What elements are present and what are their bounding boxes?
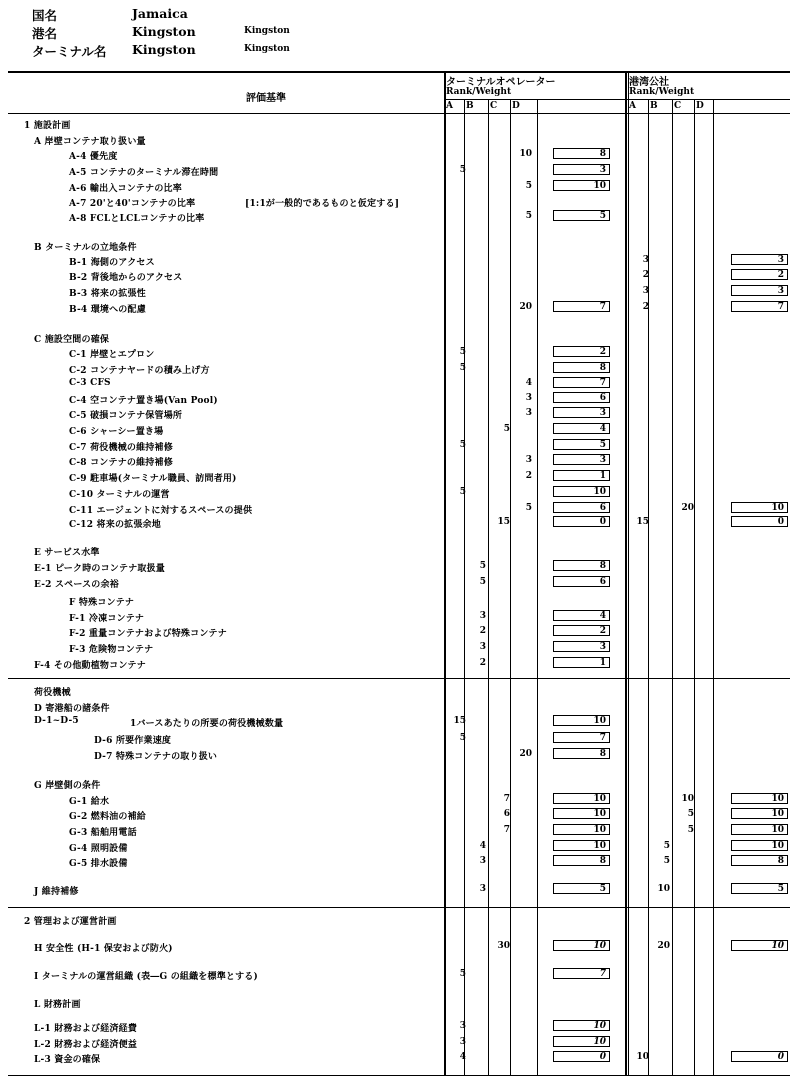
port-authority-weight-box: 3 [731,285,788,296]
criterion-label: 2 管理および運営計画 [24,917,117,927]
criterion-label: A-7 20'と40'コンテナの比率 [69,199,196,209]
operator-rank: 7 [503,794,510,804]
port-authority-rank: 5 [687,809,694,819]
operator-weight-box: 10 [553,840,610,851]
column-letter: C [674,101,682,111]
operator-rank: 30 [497,941,510,951]
criterion-label: F-3 危険物コンテナ [69,645,154,655]
criterion-label: F 特殊コンテナ [69,598,135,608]
operator-rank: 3 [459,1037,466,1047]
operator-rank: 5 [459,969,466,979]
port-authority-weight-box: 0 [731,516,788,527]
operator-weight-box: 10 [553,940,610,951]
port-authority-rank: 5 [687,825,694,835]
criterion-label: F-2 重量コンテナおよび特殊コンテナ [69,629,227,639]
port-authority-weight-box: 0 [731,1051,788,1062]
operator-rank: 5 [459,733,466,743]
criterion-label: C-10 ターミナルの運営 [69,490,170,500]
criterion-label: C-12 将来の拡張余地 [69,520,161,530]
column-rule [672,99,673,1076]
column-letter: A [446,101,453,111]
operator-weight-box: 0 [553,1051,610,1062]
criterion-label: B-4 環境への配慮 [69,305,146,315]
operator-weight-box: 3 [553,164,610,175]
column-rule [444,71,446,1076]
port-authority-weight-box: 7 [731,301,788,312]
criterion-label: G 岸壁側の条件 [34,781,101,791]
meta-value: Kingston [132,42,196,57]
group-header: ターミナルオペレーター [446,77,556,88]
criteria-header: 評価基準 [246,93,286,104]
operator-weight-box: 8 [553,362,610,373]
operator-weight-box: 3 [553,407,610,418]
criterion-label: G-2 燃料油の補給 [69,812,146,822]
port-authority-rank: 3 [642,286,649,296]
operator-weight-box: 10 [553,1036,610,1047]
criterion-label: E-1 ピーク時のコンテナ取扱量 [34,564,165,574]
column-letter: D [696,101,704,111]
operator-weight-box: 8 [553,148,610,159]
criterion-label: G-5 排水設備 [69,859,128,869]
meta-row [32,42,290,60]
operator-weight-box: 6 [553,392,610,403]
criterion-label: C 施設空間の確保 [34,335,110,345]
operator-weight-box: 8 [553,855,610,866]
criterion-label: A-6 輸出入コンテナの比率 [69,184,182,194]
criterion-label: E-2 スペースの余裕 [34,580,119,590]
port-authority-rank: 20 [681,503,694,513]
criterion-label: C-11 エージェントに対するスペースの提供 [69,506,253,516]
port-authority-weight-box: 10 [731,502,788,513]
operator-rank: 3 [479,856,486,866]
operator-weight-box: 6 [553,502,610,513]
operator-weight-box: 10 [553,715,610,726]
operator-rank: 5 [479,561,486,571]
criterion-label: A-4 優先度 [69,152,118,162]
criterion-label: L-2 財務および経済便益 [34,1040,138,1050]
operator-rank: 6 [503,809,510,819]
criterion-label: L-3 資金の確保 [34,1055,101,1065]
operator-weight-box: 7 [553,377,610,388]
operator-weight-box: 7 [553,968,610,979]
criterion-label: C-5 破損コンテナ保管場所 [69,411,183,421]
operator-rank: 3 [459,1021,466,1031]
operator-rank: 5 [459,363,466,373]
criterion-label: L 財務計画 [34,1000,81,1010]
column-letter: C [490,101,498,111]
operator-weight-box: 10 [553,824,610,835]
operator-rank: 10 [519,149,532,159]
criterion-label: F-4 その他動植物コンテナ [34,661,146,671]
operator-rank: 5 [459,487,466,497]
port-authority-rank: 20 [657,941,670,951]
group-subheader: Rank/Weight [446,87,512,97]
port-authority-rank: 3 [642,255,649,265]
operator-rank: 5 [459,347,466,357]
criterion-label: L-1 財務および経済経費 [34,1024,138,1034]
port-authority-rank: 15 [636,517,649,527]
column-letter: A [629,101,636,111]
meta-label: ターミナル名 [32,44,107,59]
operator-rank: 3 [479,611,486,621]
operator-weight-box: 0 [553,516,610,527]
port-authority-weight-box: 10 [731,940,788,951]
column-rule [510,99,511,1076]
rule-top [8,71,790,73]
port-authority-rank: 10 [681,794,694,804]
operator-rank: 7 [503,825,510,835]
port-authority-rank: 10 [657,884,670,894]
operator-rank: 15 [453,716,466,726]
operator-rank: 5 [503,424,510,434]
operator-rank: 3 [525,393,532,403]
column-rule [537,99,538,1076]
criterion-label: B ターミナルの立地条件 [34,243,137,253]
operator-weight-box: 4 [553,610,610,621]
criterion-label: A-8 FCLとLCLコンテナの比率 [69,214,205,224]
meta-value: Kingston [132,24,196,39]
column-rule [488,99,489,1076]
operator-weight-box: 4 [553,423,610,434]
criterion-label: C-3 CFS [69,378,111,388]
port-authority-weight-box: 2 [731,269,788,280]
port-authority-rank: 5 [663,856,670,866]
port-authority-weight-box: 10 [731,808,788,819]
criterion-label: C-2 コンテナヤードの積み上げ方 [69,366,210,376]
group-header: 港湾公社 [629,77,669,88]
port-authority-weight-box: 3 [731,254,788,265]
operator-weight-box: 1 [553,470,610,481]
port-authority-weight-box: 10 [731,793,788,804]
criterion-label: F-1 冷凍コンテナ [69,614,145,624]
port-authority-weight-box: 5 [731,883,788,894]
criterion-label: B-3 将来の拡張性 [69,289,146,299]
operator-rank: 5 [459,165,466,175]
operator-weight-box: 10 [553,808,610,819]
operator-weight-box: 5 [553,883,610,894]
criterion-label: D-7 特殊コンテナの取り扱い [94,752,218,762]
operator-weight-box: 3 [553,641,610,652]
criterion-label: I ターミナルの運営組織 (表―G の組織を標準とする) [34,972,258,982]
criterion-label: 荷役機械 [34,688,71,698]
operator-rank: 5 [459,440,466,450]
operator-weight-box: 7 [553,732,610,743]
port-authority-rank: 10 [636,1052,649,1062]
operator-weight-box: 2 [553,346,610,357]
criterion-label: D-6 所要作業速度 [94,736,172,746]
port-authority-rank: 5 [663,841,670,851]
port-authority-weight-box: 10 [731,840,788,851]
operator-weight-box: 1 [553,657,610,668]
meta-row [32,24,290,42]
operator-rank: 4 [525,378,532,388]
meta-label: 国名 [32,8,58,23]
operator-rank: 5 [479,577,486,587]
operator-weight-box: 10 [553,180,610,191]
column-letter: D [512,101,520,111]
meta-value-secondary: Kingston [244,26,290,36]
port-authority-weight-box: 10 [731,824,788,835]
operator-rank: 5 [525,181,532,191]
operator-weight-box: 10 [553,486,610,497]
column-rule [648,99,649,1076]
column-letter: B [466,101,474,111]
operator-weight-box: 5 [553,439,610,450]
operator-rank: 4 [459,1052,466,1062]
criterion-label: D-1~D-5 [34,716,79,726]
port-authority-weight-box: 8 [731,855,788,866]
group-subheader: Rank/Weight [629,87,695,97]
operator-rank: 5 [525,211,532,221]
criterion-label: C-9 駐車場(ターミナル職員、訪問者用) [69,474,237,484]
operator-weight-box: 10 [553,793,610,804]
rule-subheader [444,99,790,100]
operator-rank: 20 [519,749,532,759]
criterion-label: G-1 給水 [69,797,110,807]
criterion-label: A-5 コンテナのターミナル滞在時間 [69,168,219,178]
criterion-note: 1バースあたりの所要の荷役機械数量 [130,719,284,729]
operator-rank: 3 [525,455,532,465]
operator-weight-box: 2 [553,625,610,636]
criterion-label: C-4 空コンテナ置き場(Van Pool) [69,396,218,406]
column-rule [464,99,465,1076]
operator-rank: 15 [497,517,510,527]
operator-rank: 2 [525,471,532,481]
column-letter: B [650,101,658,111]
operator-weight-box: 8 [553,748,610,759]
criterion-label: A 岸壁コンテナ取り扱い量 [34,137,146,147]
criterion-label: B-1 海側のアクセス [69,258,155,268]
criterion-label: D 寄港船の諸条件 [34,704,110,714]
operator-rank: 2 [479,626,486,636]
operator-rank: 5 [525,503,532,513]
operator-weight-box: 10 [553,1020,610,1031]
operator-rank: 3 [479,884,486,894]
column-rule [625,71,627,1076]
column-rule [694,99,695,1076]
meta-value: Jamaica [132,6,188,21]
criterion-label: C-6 シャーシー置き場 [69,427,164,437]
criterion-label: C-1 岸壁とエプロン [69,350,155,360]
port-authority-rank: 2 [642,302,649,312]
criterion-note: [1:1が一般的であるものと仮定する] [245,199,400,209]
criterion-label: C-8 コンテナの維持補修 [69,458,173,468]
criterion-label: B-2 背後地からのアクセス [69,273,183,283]
operator-rank: 20 [519,302,532,312]
meta-row [32,6,188,24]
criterion-label: G-3 船舶用電話 [69,828,137,838]
criterion-label: H 安全性 (H-1 保安および防火) [34,944,173,954]
operator-rank: 2 [479,658,486,668]
operator-weight-box: 5 [553,210,610,221]
criterion-label: E サービス水準 [34,548,100,558]
operator-rank: 3 [525,408,532,418]
criterion-label: 1 施設計画 [24,121,71,131]
operator-rank: 3 [479,642,486,652]
operator-weight-box: 3 [553,454,610,465]
operator-weight-box: 6 [553,576,610,587]
column-rule [628,71,629,1076]
operator-weight-box: 7 [553,301,610,312]
meta-label: 港名 [32,26,58,41]
meta-value-secondary: Kingston [244,44,290,54]
criterion-label: G-4 照明設備 [69,844,128,854]
criterion-label: C-7 荷役機械の維持補修 [69,443,173,453]
column-rule [713,99,714,1076]
port-authority-rank: 2 [642,270,649,280]
criterion-label: J 維持補修 [34,887,79,897]
operator-weight-box: 8 [553,560,610,571]
operator-rank: 4 [479,841,486,851]
